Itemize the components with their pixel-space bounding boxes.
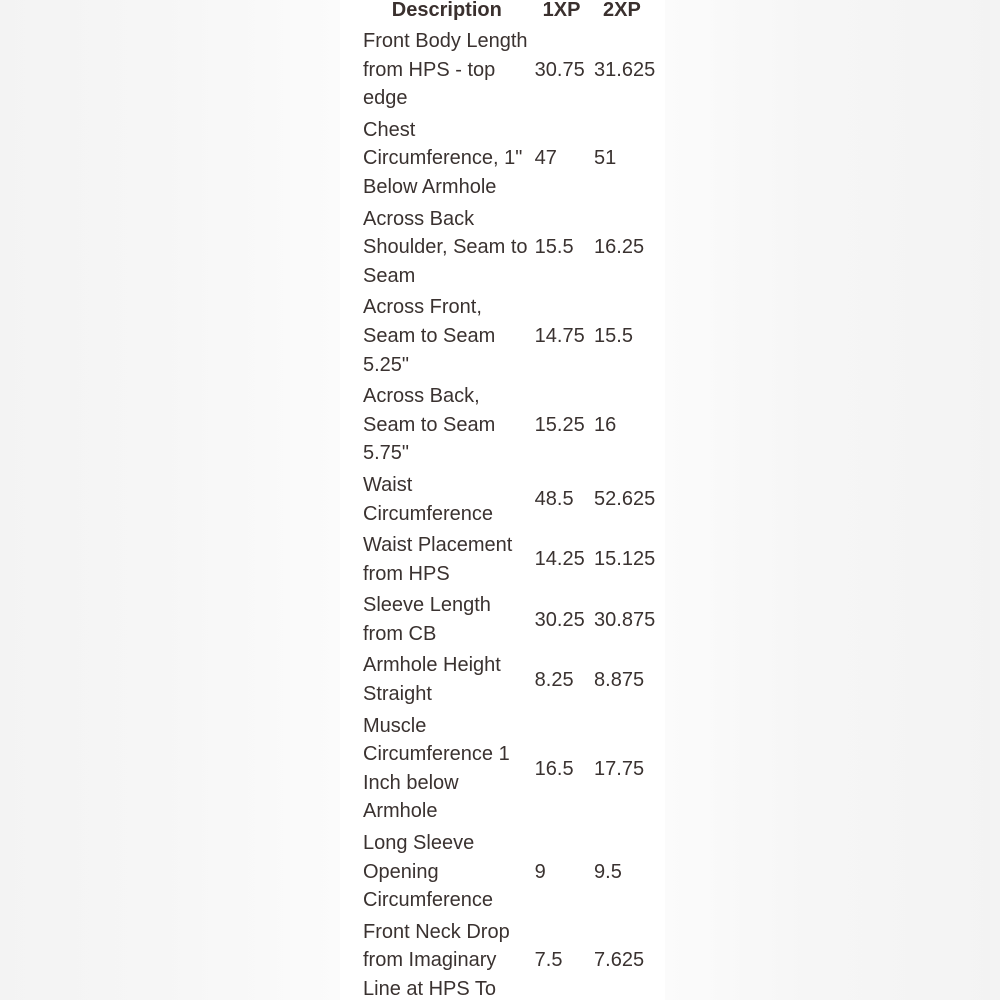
cell-1xp: 14.75 xyxy=(534,324,585,347)
cell-1xp: 16.5 xyxy=(534,757,574,780)
cell-1xp: 8.25 xyxy=(534,668,574,691)
table-row xyxy=(359,828,665,917)
cell-description xyxy=(359,204,535,293)
cell-description xyxy=(359,470,535,530)
cell-description xyxy=(359,26,535,115)
cell-2xp: 7.625 xyxy=(594,949,645,972)
cell-description xyxy=(359,828,535,917)
cell-1xp: 15.5 xyxy=(534,236,574,259)
description-text: Across Back Shoulder, Seam to Seam xyxy=(363,207,528,287)
description-text: Front Neck Drop from Imaginary Line at HPS To xyxy=(363,920,510,1000)
table-row xyxy=(359,381,665,470)
cell-1xp: 9 xyxy=(534,860,546,883)
table-row xyxy=(359,470,665,530)
cell-1xp: 14.25 xyxy=(534,548,585,571)
header-1xp: 1XP xyxy=(542,0,581,21)
table-row xyxy=(359,711,665,828)
cell-2xp: 16 xyxy=(594,413,617,436)
table-row xyxy=(359,26,665,115)
cell-2xp: 52.625 xyxy=(594,488,656,511)
cell-description xyxy=(359,650,535,710)
cell-2xp: 8.875 xyxy=(594,668,645,691)
table-row xyxy=(359,204,665,293)
header-2xp: 2XP xyxy=(603,0,641,21)
cell-2xp: 31.625 xyxy=(594,58,656,81)
description-text: Sleeve Length from CB xyxy=(363,594,491,645)
cell-2xp: 17.75 xyxy=(594,757,645,780)
cell-description xyxy=(359,530,535,590)
background-left xyxy=(0,0,340,1000)
table-row xyxy=(359,115,665,204)
cell-1xp: 7.5 xyxy=(534,949,563,972)
cell-2xp: 15.5 xyxy=(594,324,633,347)
size-chart-sheet xyxy=(340,0,665,1000)
cell-1xp: 30.25 xyxy=(534,608,585,631)
description-text: Waist Placement from HPS xyxy=(363,534,513,585)
table-row xyxy=(359,292,665,381)
description-text: Chest Circumference, 1" Below Armhole xyxy=(363,118,523,198)
cell-1xp: 15.25 xyxy=(534,413,585,436)
cell-description xyxy=(359,711,535,828)
description-text: Across Front, Seam to Seam 5.25" xyxy=(363,296,496,376)
table-row xyxy=(359,530,665,590)
cell-description xyxy=(359,381,535,470)
cell-2xp: 15.125 xyxy=(594,548,656,571)
cell-2xp: 30.875 xyxy=(594,608,656,631)
description-text: Waist Circumference xyxy=(363,473,494,525)
cell-description xyxy=(359,590,535,650)
description-text: Muscle Circumference 1 Inch below Armhole xyxy=(363,714,510,823)
size-chart-table xyxy=(359,0,665,1000)
cell-1xp: 48.5 xyxy=(534,488,574,511)
table-body xyxy=(359,26,665,1000)
header-description: Description xyxy=(391,0,502,21)
cell-2xp: 16.25 xyxy=(594,236,645,259)
cell-2xp: 51 xyxy=(594,147,617,170)
cell-description xyxy=(359,917,535,1000)
table-row xyxy=(359,650,665,710)
description-text: Long Sleeve Opening Circumference xyxy=(363,832,494,912)
cell-2xp: 9.5 xyxy=(594,860,622,883)
table-row xyxy=(359,917,665,1000)
background-right xyxy=(665,0,1000,1000)
cell-description xyxy=(359,292,535,381)
cell-1xp: 47 xyxy=(534,147,557,170)
description-text: Across Back, Seam to Seam 5.75" xyxy=(363,385,496,465)
cell-description xyxy=(359,115,535,204)
cell-1xp: 30.75 xyxy=(534,58,585,81)
description-text: Front Body Length from HPS - top edge xyxy=(363,30,528,110)
table-header-row xyxy=(359,0,665,26)
description-text: Armhole Height Straight xyxy=(363,654,501,706)
table-row xyxy=(359,590,665,650)
